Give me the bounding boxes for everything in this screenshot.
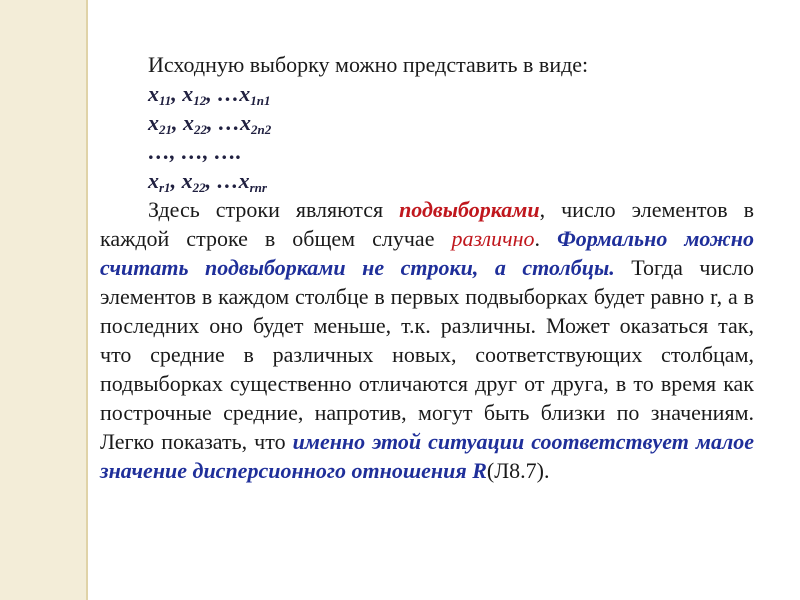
formal-statement: Формально можно считать подвыборками не строки, а столбцы. <box>100 226 755 280</box>
matrix-subscript: 22 <box>194 122 207 137</box>
matrix-element: $x_{11}$ <box>148 81 172 108</box>
matrix-element: $x_{21}$ <box>148 110 172 137</box>
matrix-row <box>148 108 754 137</box>
matrix-row <box>148 79 754 108</box>
slide-side-bar <box>0 0 88 600</box>
matrix-subscript: rnr <box>249 180 267 195</box>
matrix-element: $x_{2n2}$ <box>240 110 272 137</box>
matrix-element: $x_{12}$ <box>182 81 207 108</box>
matrix-separator: , <box>170 168 182 193</box>
matrix-separator: …, …, …. <box>148 139 242 164</box>
term-different: различно <box>451 226 535 251</box>
explanation-paragraph <box>100 195 754 485</box>
matrix-element: $x_{22}$ <box>183 110 207 137</box>
matrix-subscript: r1 <box>159 180 171 195</box>
text-part-1: Здесь строки являются <box>148 197 400 222</box>
matrix-row <box>148 137 754 166</box>
matrix-row <box>148 166 754 195</box>
matrix-separator: , <box>172 110 183 135</box>
matrix-subscript: 1n1 <box>250 93 271 108</box>
intro-text: Исходную выборку можно представить в виде: <box>148 52 589 77</box>
matrix-separator: , … <box>207 110 240 135</box>
text-part-2: , число элементов в каждой строке в общем случае <box>100 197 754 251</box>
matrix-element: $x_{1n1}$ <box>239 81 271 108</box>
text-part-4: Тогда число элементов в каждом столбце в первых подвыборках будет равно r, а в последних оно будет меньше, т.к. различны. Может оказаться так, что средние в различных новых, соответствующих столбцам, подвыборках существенно отличаются друг от друга, в то время как построчные средние, напротив, могут быть близки по значениям. Легко показать, что <box>100 255 754 454</box>
text-part-3: . <box>534 226 558 251</box>
conclusion-statement: именно этой ситуации соответствует малое значение дисперсионного отношения <box>100 429 754 483</box>
slide-content <box>100 50 754 485</box>
matrix-subscript: 21 <box>159 122 172 137</box>
matrix-subscript: 2n2 <box>251 122 272 137</box>
matrix-subscript: 12 <box>193 93 207 108</box>
reference-text: (Л8.7). <box>486 458 550 483</box>
matrix-element: $x_{22}$ <box>181 168 206 195</box>
matrix-subscript: 11 <box>159 93 172 108</box>
term-subsamples: подвыборками <box>399 197 540 222</box>
matrix-element: $x_{r1}$ <box>148 168 171 195</box>
matrix-element: $x_{rnr}$ <box>238 168 267 195</box>
symbol-R: R <box>472 458 487 483</box>
matrix-subscript: 22 <box>192 180 206 195</box>
matrix-separator: , <box>171 81 183 106</box>
matrix-separator: , … <box>206 81 240 106</box>
matrix-separator: , … <box>205 168 239 193</box>
sample-matrix <box>100 79 754 195</box>
